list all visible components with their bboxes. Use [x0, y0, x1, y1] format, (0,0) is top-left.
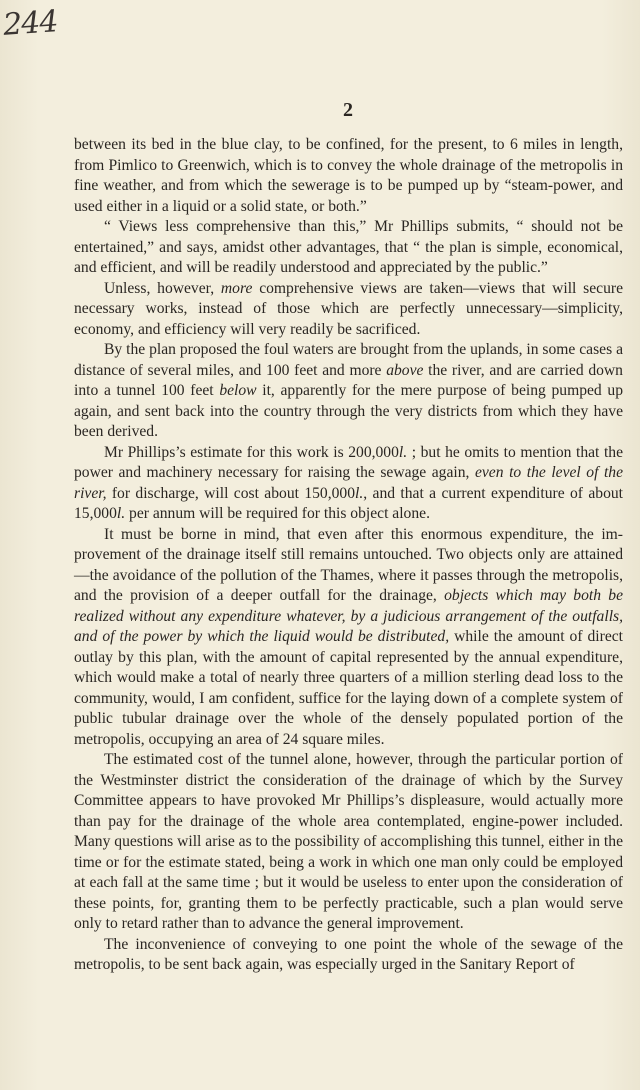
- text-run: Unless, however,: [104, 279, 221, 297]
- italic-text: below: [219, 382, 257, 399]
- text-run: The estimated cost of the tunnel alone, however, through the particular portion of the Westminster district the consideration of the drainage of which by the Survey Committee appears to have provoked Mr Phillips’s displeasure, would actually more than pay for the drainage of the whole area contemplated, engine-power included. Many questions will arise as to the possibility of accomplishing this tunnel, either in the time or for the estimate stated, being a work in which one man only could be employed at each fall at the same time ; but it would be useless to enter upon the consideration of these points, for, granting them to be perfectly practicable, such a plan would serve only to retard rather than to advance the general improvement.: [74, 751, 623, 932]
- text-run: per annum will be required for this object alone.: [125, 505, 430, 522]
- text-run: ; but he omits to mention that the power and machinery necessary for raising the sewage again,: [74, 443, 623, 481]
- text-run: comprehensive views are taken—views that will secure necessary works, instead of those which are perfectly unnecessary—simplicity, economy, and efficiency will very readily be sacrificed.: [74, 279, 623, 338]
- paragraph: [74, 135, 623, 217]
- text-run: The inconvenience of conveying to one point the whole of the sewage of the metropolis, to be sent back again, was especially urged in the Sanitary Report of: [74, 935, 623, 973]
- text-run: it, apparently for the mere purpose of being pumped up again, and sent back into the country through the very districts from which they have been derived.: [74, 382, 623, 440]
- text-run: “ Views less comprehensive than this,” Mr Phillips submits, “ should not be entertained,” and says, amidst other advantages, that “ the plan is simple, economical, and efficient, and will be readily understood and appreciated by the public.”: [74, 218, 623, 276]
- paragraph: [74, 935, 623, 976]
- text-run: Mr Phillips’s estimate for this work is 200,000: [104, 443, 399, 461]
- italic-text: more: [220, 279, 253, 297]
- page-number: 2: [343, 99, 353, 121]
- text-run: for discharge, will cost about 150,000: [106, 484, 356, 502]
- paragraph: [74, 525, 623, 751]
- paragraph: [74, 217, 623, 279]
- text-run: while the amount of direct outlay by this plan, with the amount of capital represented by the annual expenditure, which would make a total of nearly three quarters of a million sterling dead loss to the community, would, I am confident, suffice for the laying down of a complete system of public tubular drainage over the whole of the densely populated portion of the metropolis, occupying an area of 24 square miles.: [74, 628, 623, 748]
- text-run: the river, and are carried down into a tunnel 100 feet: [74, 361, 623, 399]
- italic-text: l.: [355, 484, 364, 502]
- italic-text: l.: [398, 443, 408, 461]
- italic-text: above: [386, 361, 424, 379]
- paragraph: [74, 279, 623, 341]
- text-run: It must be borne in mind, that even after this enormous expenditure, the improvement of the drainage itself still remains untouched. Two objects only are attained—the avoidance of the pollution of the Thames, where it passes through the metropolis, and the provision of a deeper outfall for the drainage,: [74, 525, 623, 604]
- handwritten-folio-number: 244: [2, 4, 59, 43]
- italic-text: objects which may both be realized without any expenditure whatever, by a judicious arrangement of the outfalls, and of the power by which the liquid would be distributed,: [74, 587, 623, 645]
- paragraph: [74, 750, 623, 935]
- paragraph: [74, 340, 623, 443]
- text-run: between its bed in the blue clay, to be confined, for the present, to 6 miles in length, from Pimlico to Greenwich, which is to convey the whole drainage of the metropolis in fine weather, and from which the sewerage is to be pumped up by “steam-power, and used either in a liquid or a solid state, or both.”: [74, 136, 623, 215]
- body-text: [74, 135, 623, 976]
- text-run: , and that a current expenditure of about 15,000: [74, 484, 624, 522]
- italic-text: even to the level of the river,: [74, 464, 623, 502]
- paragraph: [74, 443, 623, 525]
- italic-text: l.: [116, 505, 126, 522]
- text-run: By the plan proposed the foul waters are brought from the uplands, in some cases a distance of several miles, and 100 feet and more: [74, 341, 623, 379]
